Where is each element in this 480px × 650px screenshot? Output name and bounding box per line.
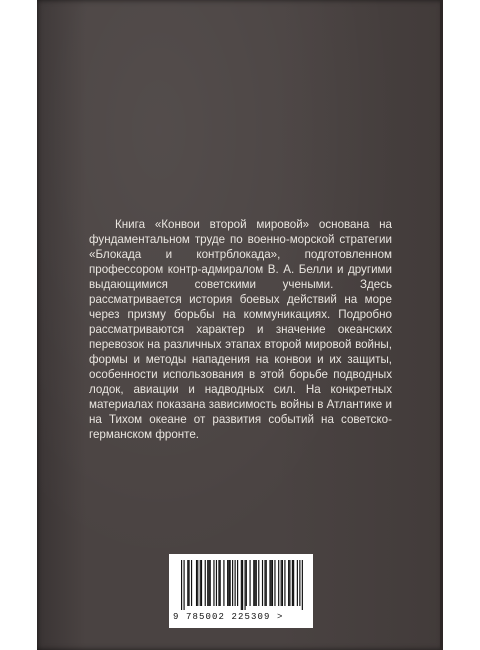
barcode-bar	[288, 560, 289, 606]
barcode-bar	[232, 560, 233, 606]
barcode-bar	[187, 560, 188, 606]
isbn-number: 9 785002 225309 >	[173, 612, 284, 622]
barcode-bar	[200, 560, 201, 606]
barcode-bar	[244, 560, 245, 610]
barcode-bar	[246, 560, 247, 606]
barcode-bar	[293, 560, 294, 606]
barcode-bar	[292, 560, 293, 606]
barcode-bar	[249, 560, 250, 606]
barcode-bar	[256, 560, 257, 606]
barcode-bar	[228, 560, 229, 606]
barcode-bars	[181, 560, 303, 610]
barcode-bar	[216, 560, 217, 606]
barcode-bar	[266, 560, 267, 606]
isbn-barcode	[169, 554, 313, 628]
barcode-bar	[274, 560, 275, 606]
barcode-bar	[264, 560, 265, 606]
barcode-bar	[227, 560, 228, 606]
barcode-bar	[205, 560, 206, 606]
barcode-bar	[223, 560, 224, 606]
barcode-bar	[237, 560, 238, 606]
barcode-bar	[183, 560, 184, 610]
barcode-bar	[281, 560, 282, 606]
barcode-bar	[289, 560, 290, 606]
barcode-bar	[272, 560, 273, 606]
barcode-bar	[218, 560, 219, 606]
book-description-paragraph: Книга «Конвои второй мировой» основана на фундаментальном труде по военно-морской стратегии «Блокада и контрблокада», подготовленном профессором контр-адмиралом В. А. Белли и другими выдающимися советскими учеными. Здесь рассматривается история боевых действий на море через призму борьбы на коммуникациях. Подробно рассматриваются характер и значение океанских перевозок на различных этапах второй мировой войны, формы и методы нападения на конвои и их защиты, особенности использования в этой борьбе подводных лодок, авиации и надводных сил. На конкретных материалах показана зависимость войны в Атлантике и на Тихом океане от развития событий на советско-германском фронте.	[89, 218, 392, 441]
barcode-bar	[282, 560, 283, 606]
barcode-bar	[271, 560, 272, 606]
barcode-bar	[241, 560, 242, 610]
barcode-bar	[191, 560, 192, 606]
book-description	[89, 217, 392, 442]
barcode-bar	[262, 560, 263, 606]
barcode-bar	[196, 560, 197, 606]
barcode-bar	[201, 560, 202, 606]
barcode-bar	[188, 560, 189, 606]
barcode-bar	[297, 560, 298, 606]
barcode-bar	[254, 560, 255, 606]
barcode-bar	[253, 560, 254, 606]
barcode-bar	[207, 560, 208, 606]
barcode-bar	[213, 560, 214, 606]
barcode-bar	[269, 560, 270, 606]
barcode-bar	[230, 560, 231, 606]
barcode-bar	[302, 560, 303, 610]
barcode-bar	[197, 560, 198, 606]
barcode-bar	[235, 560, 236, 606]
book-back-cover	[37, 0, 443, 650]
barcode-bar	[181, 560, 182, 610]
barcode-bar	[220, 560, 221, 606]
barcode-bar	[284, 560, 285, 606]
barcode-bar	[299, 560, 300, 606]
barcode-bar	[208, 560, 209, 606]
barcode-bar	[278, 560, 279, 606]
barcode-bar	[258, 560, 259, 606]
cover-edge	[440, 0, 443, 650]
barcode-bar	[242, 560, 243, 610]
barcode-bar	[210, 560, 211, 606]
